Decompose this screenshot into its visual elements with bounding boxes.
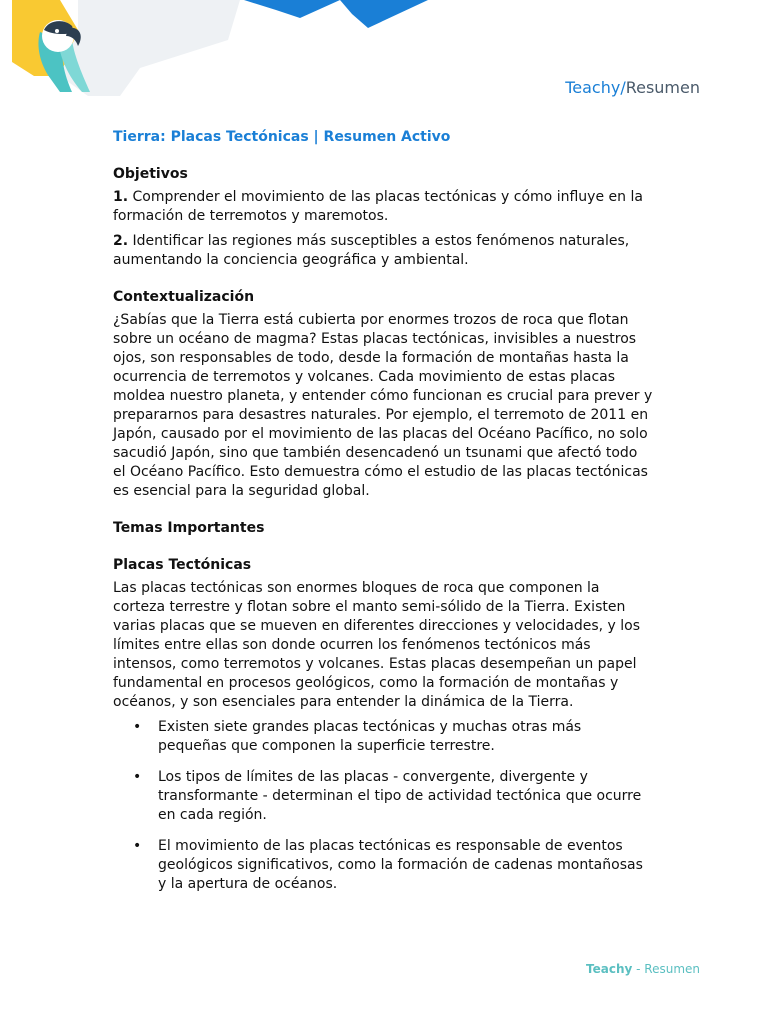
brand-section: Resumen xyxy=(625,78,700,97)
objectives-section xyxy=(113,165,653,270)
context-paragraph: ¿Sabías que la Tierra está cubierta por enormes trozos de roca que flotan sobre un océano de magma? Estas placas tectónicas, invisibles a nuestros ojos, son responsables de todo, desde la formación de montañas hasta la ocurrencia de terremotos y volcanes. Cada movimiento de estas placas moldea nuestro planeta, y entender cómo funcionan es crucial para prever y prepararnos para desastres naturales. Por ejemplo, el terremoto de 2011 en Japón, causado por el movimiento de las placas del Océano Pacífico, no solo sacudió Japón, sino que también desencadenó un tsunami que afectó todo el Océano Pacífico. Esto demuestra cómo el estudio de las placas tectónicas es esencial para la seguridad global. xyxy=(113,312,653,499)
header-decoration xyxy=(0,0,440,100)
list-item xyxy=(113,718,653,756)
objective-number: 1. xyxy=(113,189,129,205)
bullet-text: Los tipos de límites de las placas - convergente, divergente y transformante - determinan el tipo de actividad tectónica que ocurre en cada región. xyxy=(158,769,642,823)
list-item xyxy=(113,768,653,825)
footer-section: Resumen xyxy=(644,962,700,976)
objective-text: Identificar las regiones más susceptibles a estos fenómenos naturales, aumentando la conciencia geográfica y ambiental. xyxy=(113,233,630,268)
context-heading: Contextualización xyxy=(113,289,255,305)
blue-shape xyxy=(244,0,340,18)
objective-text: Comprender el movimiento de las placas tectónicas y cómo influye en la formación de terremotos y maremotos. xyxy=(113,189,643,224)
brand-separator: / xyxy=(620,78,626,97)
bullet-text: Existen siete grandes placas tectónicas y muchas otras más pequeñas que componen la superficie terrestre. xyxy=(158,719,582,754)
list-item xyxy=(113,837,653,894)
document-body xyxy=(113,128,653,906)
objective-item xyxy=(113,188,653,226)
page-footer xyxy=(586,962,700,976)
footer-separator: - xyxy=(632,962,645,976)
topic-subheading: Placas Tectónicas xyxy=(113,557,252,573)
bullet-icon: • xyxy=(133,838,142,854)
context-section xyxy=(113,288,653,501)
bullet-icon: • xyxy=(133,769,142,785)
objective-number: 2. xyxy=(113,233,129,249)
blue-shape-2 xyxy=(340,0,428,28)
document-title: Tierra: Placas Tectónicas | Resumen Activo xyxy=(113,129,451,145)
bullet-icon: • xyxy=(133,719,142,735)
bullet-text: El movimiento de las placas tectónicas es responsable de eventos geológicos significativos, como la formación de cadenas montañosas y la apertura de océanos. xyxy=(158,838,643,892)
topic-paragraph: Las placas tectónicas son enormes bloques de roca que componen la corteza terrestre y flotan sobre el manto semi-sólido de la Tierra. Existen varias placas que se mueven en diferentes direcciones y velocidades, y los límites entre ellas son donde ocurren los fenómenos tectónicos más intensos, como terremotos y volcanes. Estas placas desempeñan un papel fundamental en procesos geológicos, como la formación de montañas y océanos, y son esenciales para entender la dinámica de la Tierra. xyxy=(113,580,641,710)
topic-bullet-list xyxy=(113,718,653,894)
footer-brand: Teachy xyxy=(586,962,633,976)
grey-shape xyxy=(60,0,240,96)
topics-section xyxy=(113,519,653,894)
brand-header xyxy=(565,78,700,97)
brand-name: Teachy xyxy=(565,78,621,97)
objective-item xyxy=(113,232,653,270)
topics-heading: Temas Importantes xyxy=(113,520,265,536)
objectives-heading: Objetivos xyxy=(113,166,188,182)
